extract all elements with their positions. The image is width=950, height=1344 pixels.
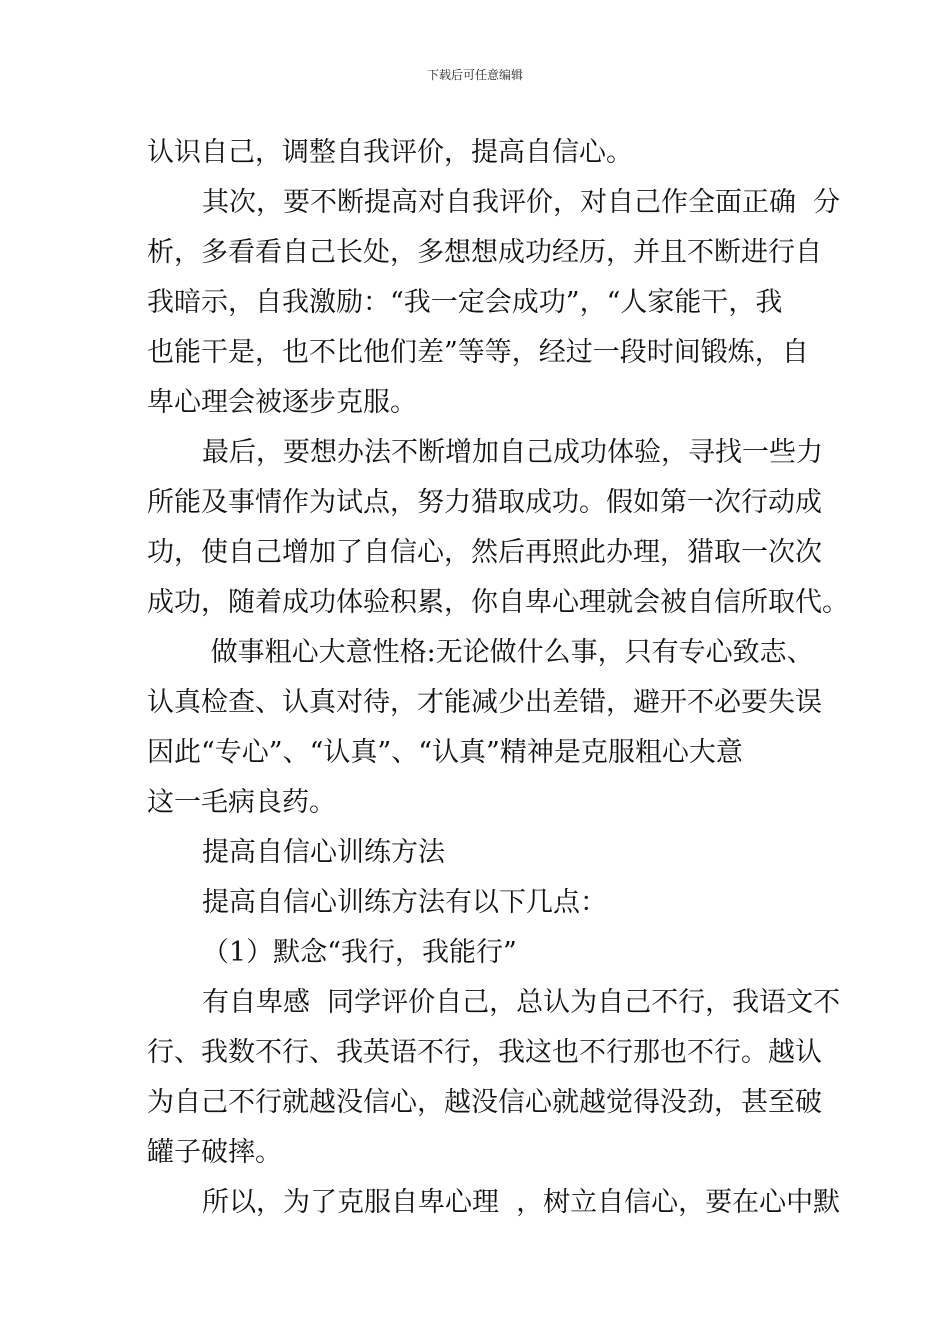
text-line: 其次，要不断提高对自我评价，对自己作全面正确 分 <box>202 187 841 218</box>
body-text <box>147 128 849 1228</box>
page-header: 下载后可任意编辑 <box>426 68 523 82</box>
text-line: 因此“专心”、“认真”、“认真”精神是克服粗心大意 <box>147 737 743 768</box>
text-line: 有自卑感 同学评价自己，总认为自己不行，我语文不 <box>202 987 841 1018</box>
text-line: 提高自信心训练方法有以下几点： <box>202 887 607 918</box>
text-line: 析，多看看自己长处，多想想成功经历，并且不断进行自 <box>147 237 822 268</box>
text-line: 做事粗心大意性格:无论做什么事，只有专心致志、 <box>202 637 814 668</box>
section-heading: 提高自信心训练方法 <box>202 837 445 868</box>
text-line: 卑心理会被逐步克服。 <box>147 387 417 418</box>
text-line: 所以，为了克服自卑心理 ，树立自信心，要在心中默 <box>202 1187 841 1218</box>
text-line: 这一毛病良药。 <box>147 787 336 818</box>
text-line: 也能干是，也不比他们差”等等，经过一段时间锻炼，自 <box>147 337 809 368</box>
text-line: 成功，随着成功体验积累，你自卑心理就会被自信所取代。 <box>147 587 849 618</box>
text-line: 认识自己，调整自我评价，提高自信心。 <box>147 137 633 168</box>
list-item-heading: （1）默念“我行，我能行” <box>202 937 517 968</box>
text-line: 所能及事情作为试点，努力猎取成功。假如第一次行动成 <box>147 487 822 518</box>
text-line: 认真检查、认真对待，才能减少出差错，避开不必要失误 <box>147 687 822 718</box>
text-line: 行、我数不行、我英语不行，我这也不行那也不行。越认 <box>147 1037 822 1068</box>
text-line: 我暗示，自我激励：“我一定会成功”，“人家能干，我 <box>147 287 783 318</box>
text-line: 功，使自己增加了自信心，然后再照此办理，猎取一次次 <box>147 537 822 568</box>
text-line: 最后，要想办法不断增加自己成功体验，寻找一些力 <box>202 437 823 468</box>
text-line: 罐子破摔。 <box>147 1137 282 1168</box>
text-line: 为自己不行就越没信心，越没信心就越觉得没劲，甚至破 <box>147 1087 822 1118</box>
